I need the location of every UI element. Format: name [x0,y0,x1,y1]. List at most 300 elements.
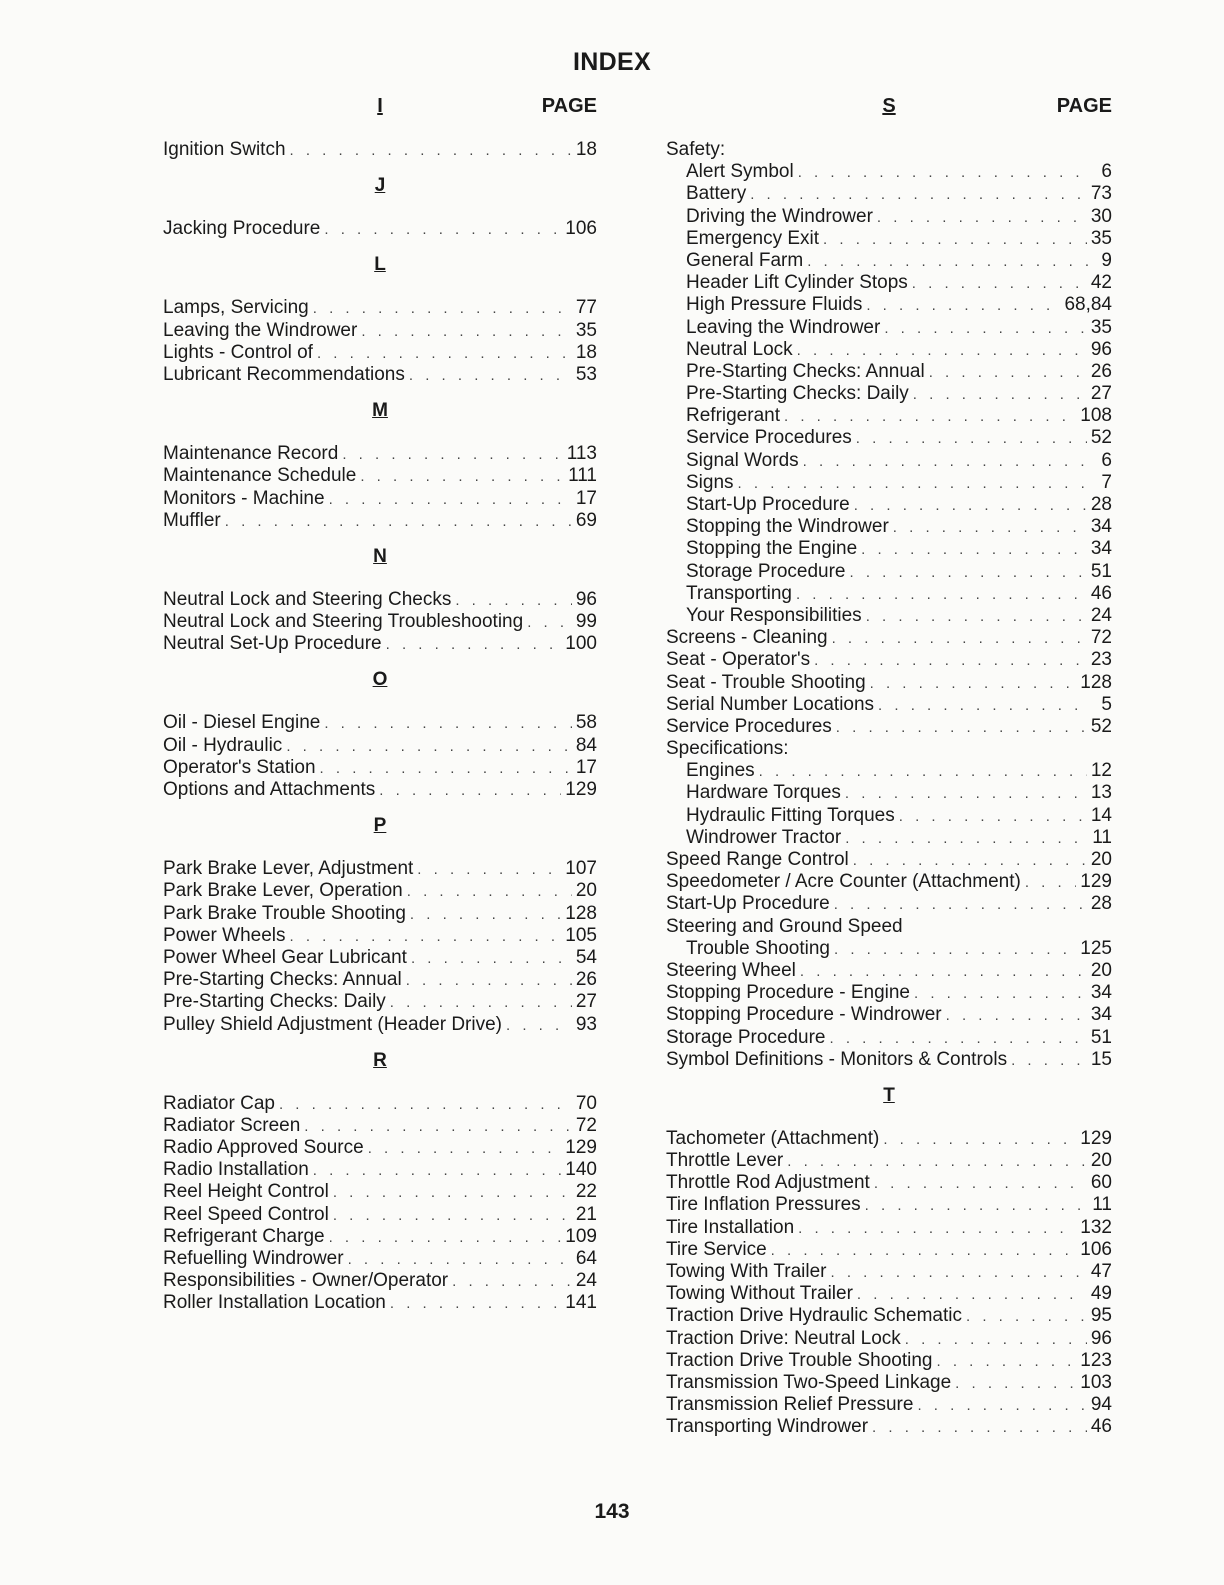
index-entry [666,1239,1112,1261]
dot-leader [845,828,1088,850]
entry-page: 72 [575,1114,597,1136]
index-entry [666,1328,1112,1350]
entry-name: Stopping the Windrower [686,516,889,538]
dot-leader [798,162,1088,184]
dot-leader [912,273,1087,295]
index-section [163,1050,597,1315]
dot-leader [324,713,572,735]
entry-name: Tachometer (Attachment) [666,1127,880,1149]
entry-page: 17 [575,487,597,509]
index-entry [163,1014,597,1036]
entry-name: Pre-Starting Checks: Annual [163,969,402,991]
index-entry [666,1027,1112,1049]
entry-name: Pre-Starting Checks: Daily [686,383,909,405]
entry-name: Start-Up Procedure [666,893,830,915]
index-entry [163,589,597,611]
entry-page: 53 [575,363,597,385]
section-letter: M [372,400,388,422]
dot-leader [854,495,1087,517]
dot-leader [527,612,572,634]
index-entry [666,183,1112,205]
entry-page: 99 [575,611,597,633]
dot-leader [877,207,1087,229]
entry-page: 96 [1090,1327,1112,1349]
entry-name: Service Procedures [666,715,832,737]
index-group-heading [666,738,1112,760]
entry-page: 140 [565,1159,597,1181]
dot-leader [759,761,1087,783]
entry-name: Speedometer / Acre Counter (Attachment) [666,871,1021,893]
entry-page: 100 [565,633,597,655]
index-entry [666,405,1112,427]
entry-page: 6 [1101,449,1112,471]
entry-name: Pre-Starting Checks: Daily [163,991,386,1013]
entry-page: 46 [1090,582,1112,604]
entry-page: 20 [1090,849,1112,870]
dot-leader [784,406,1076,428]
entry-name: Trouble Shooting [686,937,831,959]
index-entry [163,1137,597,1159]
dot-leader [409,365,572,387]
entry-name: Leaving the Windrower [163,319,358,341]
entry-name: Alert Symbol [686,161,794,183]
entry-page: 30 [1090,205,1112,227]
entry-name: Serial Number Locations [666,693,875,715]
section-letter: R [373,1049,387,1071]
dot-leader [320,758,572,780]
dot-leader [452,1271,572,1293]
dot-leader [304,1116,572,1138]
dot-leader [797,340,1087,362]
dot-leader [878,695,1088,717]
entry-page: 21 [575,1203,597,1225]
index-entry [666,339,1112,361]
index-entry [163,858,597,880]
entry-name: Traction Drive Trouble Shooting [666,1349,933,1371]
column-header-letter: I [377,95,383,117]
entry-name: Storage Procedure [666,1026,826,1048]
entry-page: 27 [575,991,597,1013]
dot-leader [893,517,1087,539]
entry-name: Operator's Station [163,756,316,778]
entry-page: 26 [575,969,597,991]
index-entry [163,510,597,532]
dot-leader [803,451,1088,473]
dot-leader [946,1005,1087,1027]
dot-leader [872,1417,1087,1439]
entry-name: Stopping Procedure - Engine [666,982,910,1004]
entry-page: 15 [1090,1048,1112,1070]
dot-leader [798,1218,1076,1240]
entry-name: Radio Installation [163,1159,309,1181]
index-entry [666,361,1112,383]
index-entry [666,161,1112,183]
entry-page: 34 [1090,538,1112,560]
entry-page: 23 [1090,649,1112,671]
entry-name: Tire Inflation Pressures [666,1194,861,1216]
index-entry [666,1261,1112,1283]
index-entry [163,1292,597,1314]
index-entry [163,1248,597,1270]
index-section [666,1085,1112,1439]
index-entry [163,712,597,734]
entry-name: Park Brake Lever, Operation [163,880,403,902]
index-entry [666,827,1112,849]
entry-name: Maintenance Record [163,443,339,465]
index-entry [163,757,597,779]
entry-name: Stopping the Engine [686,538,858,560]
entry-name: Seat - Trouble Shooting [666,671,866,693]
index-entry [666,1350,1112,1372]
index-entry [666,516,1112,538]
entry-page: 52 [1090,427,1112,449]
dot-leader [853,850,1087,872]
entry-name: Header Lift Cylinder Stops [686,272,908,294]
entry-name: Power Wheels [163,924,286,946]
entry-name: Lights - Control of [163,341,313,363]
entry-name: Oil - Diesel Engine [163,712,321,734]
entry-name: Refuelling Windrower [163,1248,344,1269]
entry-name: Traction Drive: Neutral Lock [666,1327,901,1349]
dot-leader [407,881,572,903]
entry-name: Leaving the Windrower [686,316,881,338]
entry-page: 12 [1090,760,1112,782]
index-entry [666,228,1112,250]
dot-leader [834,939,1076,961]
index-entry [163,218,597,240]
index-entry [666,871,1112,893]
dot-leader [455,590,572,612]
dot-leader [884,318,1087,340]
index-entry [163,443,597,465]
entry-name: Muffler [163,509,221,531]
index-entry [666,1194,1112,1216]
entry-page: 34 [1090,982,1112,1004]
index-entry [666,893,1112,915]
index-entry [666,760,1112,782]
index-section [163,254,597,386]
index-entry [163,1270,597,1292]
entry-page: 13 [1090,782,1112,804]
entry-name: Seat - Operator's [666,649,811,671]
dot-leader [279,1094,572,1116]
dot-leader [750,184,1087,206]
dot-leader [410,904,561,926]
index-entry [163,1159,597,1181]
index-entry [666,960,1112,982]
entry-page: 35 [575,319,597,341]
dot-leader [966,1306,1087,1328]
entry-name: Tire Installation [666,1216,795,1238]
dot-leader [936,1351,1076,1373]
dot-leader [506,1015,572,1037]
dot-leader [411,948,572,970]
dot-leader [883,1129,1076,1151]
index-entry [666,1305,1112,1327]
index-entry [666,1217,1112,1239]
entry-page: 18 [575,139,597,160]
dot-leader [929,362,1087,384]
dot-leader [290,140,572,162]
entry-name: Neutral Lock [686,338,793,360]
entry-page: 22 [575,1181,597,1203]
entry-name: Monitors - Machine [163,487,325,509]
section-letter: P [373,815,387,837]
entry-page: 72 [1090,627,1112,649]
entry-page: 20 [575,880,597,902]
dot-leader [866,295,1060,317]
index-entry [163,735,597,757]
index-entry [666,317,1112,339]
dot-leader [874,1173,1087,1195]
entry-name: Neutral Set-Up Procedure [163,633,382,655]
dot-leader [379,780,561,802]
index-entry [666,1416,1112,1438]
entry-page: 27 [1090,383,1112,405]
entry-name: Symbol Definitions - Monitors & Controls [666,1048,1008,1070]
dot-leader [333,1205,572,1227]
dot-leader [324,219,561,241]
entry-page: 123 [1080,1349,1112,1371]
dot-leader [738,473,1088,495]
entry-name: Power Wheel Gear Lubricant [163,946,407,968]
entry-page: 26 [1090,360,1112,382]
index-entry [163,903,597,925]
dot-leader [917,1395,1086,1417]
entry-page: 7 [1101,471,1112,493]
entry-page: 84 [575,734,597,756]
index-entry [666,538,1112,560]
index-entry [666,1004,1112,1026]
index-entry [666,206,1112,228]
entry-name: General Farm [686,249,804,271]
index-entry [163,779,597,801]
dot-leader [1011,1050,1087,1072]
dot-leader [857,1284,1087,1306]
entry-name: Towing Without Trailer [666,1283,853,1305]
dot-leader [348,1249,572,1271]
entry-page: 129 [565,779,597,800]
index-section [666,139,1112,1071]
dot-leader [361,321,572,343]
index-section [163,546,597,656]
entry-page: 106 [1080,1238,1112,1260]
entry-page: 51 [1090,560,1112,582]
index-entry [163,633,597,655]
entry-page: 24 [1090,604,1112,626]
dot-leader [386,634,562,656]
entry-name: Windrower Tractor [686,826,842,848]
index-entry [666,250,1112,272]
dot-leader [225,511,572,533]
index-section [163,669,597,801]
section-letter: O [372,669,388,691]
index-entry [666,1372,1112,1394]
index-entry [163,1226,597,1248]
index-entry [163,991,597,1013]
index-entry [666,494,1112,516]
entry-page: 70 [575,1092,597,1114]
entry-name: Neutral Lock and Steering Troubleshooting [163,611,524,633]
index-entry [666,1150,1112,1172]
entry-name: High Pressure Fluids [686,294,863,316]
section-letter: J [374,175,386,197]
index-entry [163,969,597,991]
entry-page: 52 [1090,715,1112,737]
dot-leader [796,584,1087,606]
index-entry [666,1172,1112,1194]
entry-page: 128 [565,902,597,924]
index-entry [163,880,597,902]
entry-page: 132 [1080,1216,1112,1238]
entry-name: Refrigerant [686,405,780,427]
entry-page: 58 [575,712,597,734]
index-entry [666,982,1112,1004]
entry-name: Tire Service [666,1238,767,1260]
entry-page: 51 [1090,1026,1112,1048]
entry-name: Traction Drive Hydraulic Schematic [666,1305,962,1327]
entry-name: Transporting [686,582,792,604]
index-entry [666,672,1112,694]
page-title: INDEX [573,48,651,76]
index-entry [163,1115,597,1137]
dot-leader [905,1329,1087,1351]
entry-name: Lubricant Recommendations [163,363,405,385]
entry-name: Stopping Procedure - Windrower [666,1004,942,1026]
entry-page: 35 [1090,316,1112,338]
entry-name: Transporting Windrower [666,1416,869,1438]
index-entry [666,1128,1112,1150]
entry-name: Steering Wheel [666,959,796,981]
entry-page: 113 [566,443,597,465]
index-group-heading [666,139,1112,161]
dot-leader [856,428,1087,450]
entry-page: 69 [575,509,597,531]
dot-leader [360,466,564,488]
entry-name: Signal Words [686,449,799,471]
index-entry [666,383,1112,405]
dot-leader [290,926,562,948]
entry-name: Transmission Relief Pressure [666,1394,914,1416]
entry-name: Transmission Two-Speed Linkage [666,1371,952,1393]
index-group-heading [666,916,1112,938]
dot-leader [406,970,572,992]
entry-name: Service Procedures [686,427,852,449]
entry-name: Oil - Hydraulic [163,734,283,756]
dot-leader [771,1240,1077,1262]
entry-page: 96 [1090,338,1112,360]
entry-name: Driving the Windrower [686,205,873,227]
entry-page: 11 [1092,1194,1112,1216]
dot-leader [329,1227,562,1249]
index-entry [666,272,1112,294]
dot-leader [417,859,561,881]
entry-name: Neutral Lock and Steering Checks [163,588,452,610]
entry-name: Lamps, Servicing [163,297,309,319]
entry-name: Ignition Switch [163,139,286,160]
entry-page: 107 [565,858,597,880]
entry-name: Throttle Lever [666,1150,784,1172]
index-entry [666,938,1112,960]
index-entry [163,488,597,510]
index-entry [666,805,1112,827]
index-section [163,139,597,161]
entry-name: Pulley Shield Adjustment (Header Drive) [163,1013,502,1035]
dot-leader [368,1138,562,1160]
entry-page: 96 [575,588,597,610]
entry-page: 6 [1101,161,1112,183]
index-column-left [163,95,597,1315]
dot-leader [342,444,562,466]
column-header-page-label: PAGE [1056,95,1112,117]
entry-name: Reel Height Control [163,1181,329,1203]
entry-name: Steering and Ground Speed [666,915,903,937]
index-entry [163,320,597,342]
entry-name: Hardware Torques [686,782,841,804]
entry-name: Speed Range Control [666,849,849,870]
dot-leader [850,562,1087,584]
index-entry [666,849,1112,871]
entry-page: 106 [565,218,597,240]
entry-page: 34 [1090,516,1112,538]
entry-page: 28 [1090,494,1112,515]
dot-leader [814,650,1087,672]
dot-leader [317,343,572,365]
dot-leader [830,1028,1087,1050]
entry-page: 129 [1080,1127,1112,1149]
index-entry [163,611,597,633]
entry-page: 18 [575,341,597,363]
dot-leader [834,894,1087,916]
index-entry [666,561,1112,583]
entry-page: 46 [1090,1416,1112,1438]
entry-name: Roller Installation Location [163,1292,386,1314]
entry-page: 129 [565,1137,597,1159]
entry-name: Start-Up Procedure [686,494,850,515]
entry-name: Radio Approved Source [163,1137,364,1159]
dot-leader [899,806,1087,828]
index-entry [666,694,1112,716]
entry-page: 60 [1090,1172,1112,1194]
index-entry [666,782,1112,804]
index-entry [163,342,597,364]
index-entry [666,1049,1112,1071]
index-column-right [666,95,1112,1439]
entry-page: 42 [1090,272,1112,294]
entry-name: Park Brake Trouble Shooting [163,902,406,924]
dot-leader [870,673,1077,695]
index-entry [666,605,1112,627]
dot-leader [286,736,572,758]
index-entry [163,925,597,947]
index-entry [666,649,1112,671]
index-entry [163,1181,597,1203]
entry-name: Pre-Starting Checks: Annual [686,360,925,382]
entry-page: 77 [575,297,597,319]
entry-name: Options and Attachments [163,779,376,800]
entry-name: Jacking Procedure [163,218,321,240]
dot-leader [807,251,1088,273]
entry-page: 105 [565,924,597,946]
index-entry [666,472,1112,494]
entry-name: Hydraulic Fitting Torques [686,804,895,826]
index-entry [163,364,597,386]
dot-leader [845,783,1087,805]
entry-name: Battery [686,183,747,205]
index-entry [163,1093,597,1115]
entry-page: 111 [568,465,597,487]
entry-name: Safety: [666,139,726,160]
